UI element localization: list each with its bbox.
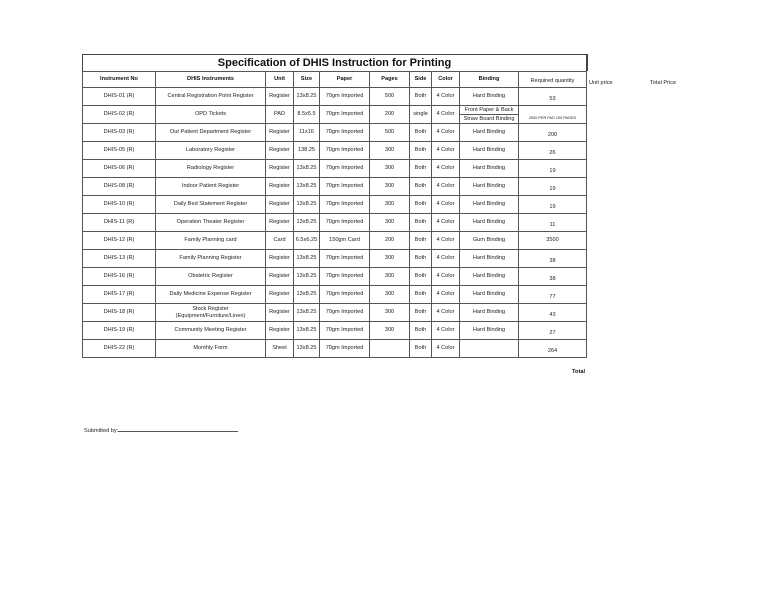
cell-pages: 300 <box>370 142 410 160</box>
cell-name <box>156 250 266 268</box>
cell-unit: Register <box>266 178 294 196</box>
cell-color: 4 Color <box>432 88 460 106</box>
cell-color: 4 Color <box>432 142 460 160</box>
cell-color: 4 Color <box>432 214 460 232</box>
cell-size: 11x16 <box>294 124 320 142</box>
cell-line: Radiology Register <box>186 165 235 171</box>
cell-side: Both <box>410 178 432 196</box>
cell-binding <box>460 160 519 178</box>
cell-name <box>156 160 266 178</box>
cell-side: Both <box>410 322 432 340</box>
submitted-by-label: Submitted by: <box>84 428 119 434</box>
cell-size: 13x8.25 <box>294 214 320 232</box>
cell-pages: 300 <box>370 178 410 196</box>
cell-line: Indoor Patient Register <box>181 183 240 189</box>
signature-line <box>118 426 238 432</box>
cell-paper: 70gm Imported <box>320 340 370 358</box>
header-instruments: DHIS Instruments <box>156 72 266 88</box>
cell-line: Hard Binding <box>472 147 506 153</box>
cell-name <box>156 214 266 232</box>
cell-required-quantity: 77 <box>519 286 587 304</box>
cell-size: 13x8.25 <box>294 88 320 106</box>
cell-size: 13x8.25 <box>294 322 320 340</box>
cell-line: Hard Binding <box>472 273 506 279</box>
cell-no: DHIS-13 (R) <box>82 250 156 268</box>
header-unit-price: Unit price <box>589 80 613 86</box>
cell-required-quantity: 38 <box>519 268 587 286</box>
cell-unit: Register <box>266 250 294 268</box>
cell-pages: 200 <box>370 106 410 124</box>
header-required-quantity: Required quantity <box>519 72 587 88</box>
cell-required-quantity: 19 <box>519 160 587 178</box>
cell-size: 6.5x6.25 <box>294 232 320 250</box>
cell-no: DHIS-05 (R) <box>82 142 156 160</box>
header-pages: Pages <box>370 72 410 88</box>
cell-side: Both <box>410 304 432 322</box>
cell-paper: 70gm Imported <box>320 178 370 196</box>
cell-no: DHIS-10 (R) <box>82 196 156 214</box>
cell-binding <box>460 268 519 286</box>
cell-size: 8.5x5.5 <box>294 106 320 124</box>
cell-size: 13x8.25 <box>294 304 320 322</box>
cell-binding <box>460 124 519 142</box>
cell-line: Family Planning card <box>184 237 237 243</box>
specification-table <box>82 54 587 368</box>
cell-line: Family Planning Register <box>179 255 242 261</box>
cell-line: Daily Medicine Expense Register <box>169 291 252 297</box>
cell-required-quantity: 19 <box>519 178 587 196</box>
cell-required-quantity: 200 <box>519 124 587 142</box>
cell-pages: 500 <box>370 88 410 106</box>
cell-color: 4 Color <box>432 178 460 196</box>
cell-paper: 70gm Imported <box>320 196 370 214</box>
cell-no: DHIS-17 (R) <box>82 286 156 304</box>
cell-binding <box>460 178 519 196</box>
cell-color: 4 Color <box>432 340 460 358</box>
cell-side: Both <box>410 286 432 304</box>
cell-line: Central Registration Point Register <box>167 93 254 99</box>
cell-unit: Register <box>266 124 294 142</box>
cell-unit: Sheet <box>266 340 294 358</box>
cell-line: Hard Binding <box>472 129 506 135</box>
cell-line: Gum Binding <box>472 237 506 243</box>
cell-required-quantity: 264 <box>519 340 587 358</box>
cell-required-quantity: 11 <box>519 214 587 232</box>
cell-unit: Register <box>266 268 294 286</box>
cell-line: Daily Bed Statement Register <box>173 201 248 207</box>
cell-unit: Register <box>266 142 294 160</box>
cell-line: Front Paper & Back <box>460 106 518 115</box>
cell-name <box>156 196 266 214</box>
cell-pages: 200 <box>370 232 410 250</box>
submitted-by <box>84 426 238 434</box>
cell-side: Both <box>410 268 432 286</box>
header-paper: Paper <box>320 72 370 88</box>
cell-pages: 300 <box>370 250 410 268</box>
cell-paper: 70gm Imported <box>320 124 370 142</box>
cell-paper: 70gm Imported <box>320 106 370 124</box>
cell-paper: 70gm Imported <box>320 214 370 232</box>
cell-size: 13x8.25 <box>294 268 320 286</box>
cell-no: DHIS-11 (R) <box>82 214 156 232</box>
cell-unit: Register <box>266 196 294 214</box>
cell-color: 4 Color <box>432 268 460 286</box>
cell-paper: 70gm Imported <box>320 286 370 304</box>
cell-side: Both <box>410 88 432 106</box>
cell-line: Hard Binding <box>472 93 506 99</box>
cell-side: Both <box>410 250 432 268</box>
header-size: Size <box>294 72 320 88</box>
total-label: Total <box>572 368 585 375</box>
cell-line: Stock Register <box>192 305 229 312</box>
cell-pages: 300 <box>370 286 410 304</box>
cell-binding <box>460 250 519 268</box>
cell-line: Community Meeting Register <box>174 327 247 333</box>
cell-binding <box>460 196 519 214</box>
cell-side: Both <box>410 214 432 232</box>
header-color: Color <box>432 72 460 88</box>
cell-name <box>156 88 266 106</box>
cell-binding <box>460 322 519 340</box>
cell-no: DHIS-08 (R) <box>82 178 156 196</box>
cell-unit: Register <box>266 304 294 322</box>
cell-no: DHIS-02 (R) <box>82 106 156 124</box>
cell-line: Operation Theater Register <box>176 219 245 225</box>
cell-unit: Register <box>266 322 294 340</box>
cell-color: 4 Color <box>432 232 460 250</box>
cell-binding <box>460 304 519 322</box>
cell-unit: Register <box>266 214 294 232</box>
cell-paper: 70gm Imported <box>320 88 370 106</box>
sheet-title: Specification of DHIS Instruction for Printing <box>82 54 587 71</box>
cell-line: Hard Binding <box>472 201 506 207</box>
cell-color: 4 Color <box>432 196 460 214</box>
cell-required-quantity: 43 <box>519 304 587 322</box>
header-instrument-no: Instrument No <box>82 72 156 88</box>
cell-required-quantity: 26 <box>519 142 587 160</box>
cell-color: 4 Color <box>432 160 460 178</box>
cell-name <box>156 340 266 358</box>
cell-required-quantity: 2500 PER PAD 100 PAGES <box>519 106 587 124</box>
cell-line: Hard Binding <box>472 291 506 297</box>
cell-line: (Equipment/Furniture/Linen) <box>175 312 246 319</box>
cell-binding <box>460 214 519 232</box>
cell-size: 13x8.25 <box>294 250 320 268</box>
cell-binding <box>460 286 519 304</box>
cell-line: Hard Binding <box>472 183 506 189</box>
cell-pages: 300 <box>370 322 410 340</box>
cell-name <box>156 232 266 250</box>
cell-size: 138.25 <box>294 142 320 160</box>
cell-binding <box>460 106 519 124</box>
cell-name <box>156 106 266 124</box>
cell-name <box>156 268 266 286</box>
cell-unit: PAD <box>266 106 294 124</box>
cell-no: DHIS-01 (R) <box>82 88 156 106</box>
cell-name <box>156 124 266 142</box>
cell-required-quantity: 19 <box>519 196 587 214</box>
cell-line: Laboratory Register <box>185 147 236 153</box>
cell-no: DHIS-12 (R) <box>82 232 156 250</box>
cell-no: DHIS-19 (R) <box>82 322 156 340</box>
cell-line: Monthly Form <box>193 345 228 351</box>
title-border <box>587 54 588 71</box>
cell-required-quantity: 38 <box>519 250 587 268</box>
cell-no: DHIS-03 (R) <box>82 124 156 142</box>
cell-name <box>156 322 266 340</box>
cell-side: single <box>410 106 432 124</box>
cell-required-quantity: 53 <box>519 88 587 106</box>
cell-size: 13x8.25 <box>294 160 320 178</box>
cell-binding <box>460 142 519 160</box>
cell-binding <box>460 340 519 358</box>
cell-unit: Register <box>266 88 294 106</box>
cell-required-quantity: 3500 <box>519 232 587 250</box>
cell-line: Hard Binding <box>472 327 506 333</box>
cell-no: DHIS-18 (R) <box>82 304 156 322</box>
cell-line: Hard Binding <box>472 255 506 261</box>
cell-pages: 300 <box>370 214 410 232</box>
cell-line: Straw Board Binding <box>463 116 515 122</box>
cell-color: 4 Color <box>432 286 460 304</box>
cell-paper: 70gm Imported <box>320 322 370 340</box>
cell-side: Both <box>410 340 432 358</box>
cell-color: 4 Color <box>432 106 460 124</box>
cell-no: DHIS-06 (R) <box>82 160 156 178</box>
cell-no: DHIS-22 (R) <box>82 340 156 358</box>
header-unit: Unit <box>266 72 294 88</box>
cell-line: Hard Binding <box>472 165 506 171</box>
cell-pages <box>370 340 410 358</box>
cell-paper: 70gm Imported <box>320 142 370 160</box>
cell-paper: 150gm Card <box>320 232 370 250</box>
cell-paper: 70gm Imported <box>320 160 370 178</box>
cell-pages: 300 <box>370 268 410 286</box>
cell-line: Hard Binding <box>472 219 506 225</box>
cell-size: 13x8.25 <box>294 340 320 358</box>
cell-pages: 300 <box>370 196 410 214</box>
cell-size: 13x8.25 <box>294 178 320 196</box>
cell-required-quantity: 27 <box>519 322 587 340</box>
cell-line: Obstetric Register <box>188 273 233 279</box>
cell-line: Out Patient Department Register <box>169 129 252 135</box>
cell-pages: 300 <box>370 304 410 322</box>
cell-color: 4 Color <box>432 250 460 268</box>
cell-unit: Card <box>266 232 294 250</box>
cell-pages: 300 <box>370 160 410 178</box>
cell-paper: 70gm Imported <box>320 268 370 286</box>
cell-paper: 70gm Imported <box>320 250 370 268</box>
cell-size: 13x8.25 <box>294 286 320 304</box>
cell-paper: 70gm Imported <box>320 304 370 322</box>
cell-name <box>156 142 266 160</box>
cell-unit: Register <box>266 160 294 178</box>
header-binding: Binding <box>460 72 519 88</box>
cell-side: Both <box>410 160 432 178</box>
cell-name <box>156 286 266 304</box>
cell-no: DHIS-16 (R) <box>82 268 156 286</box>
cell-binding <box>460 232 519 250</box>
header-total-price: Total Price <box>650 80 677 86</box>
cell-side: Both <box>410 124 432 142</box>
cell-binding <box>460 88 519 106</box>
cell-unit: Register <box>266 286 294 304</box>
cell-color: 4 Color <box>432 322 460 340</box>
cell-line: Hard Binding <box>472 309 506 315</box>
cell-side: Both <box>410 232 432 250</box>
cell-color: 4 Color <box>432 124 460 142</box>
cell-side: Both <box>410 142 432 160</box>
header-side: Side <box>410 72 432 88</box>
cell-name <box>156 304 266 322</box>
cell-color: 4 Color <box>432 304 460 322</box>
cell-name <box>156 178 266 196</box>
cell-line: OPD Tickets <box>194 111 227 117</box>
cell-side: Both <box>410 196 432 214</box>
cell-pages: 500 <box>370 124 410 142</box>
cell-size: 13x8.25 <box>294 196 320 214</box>
